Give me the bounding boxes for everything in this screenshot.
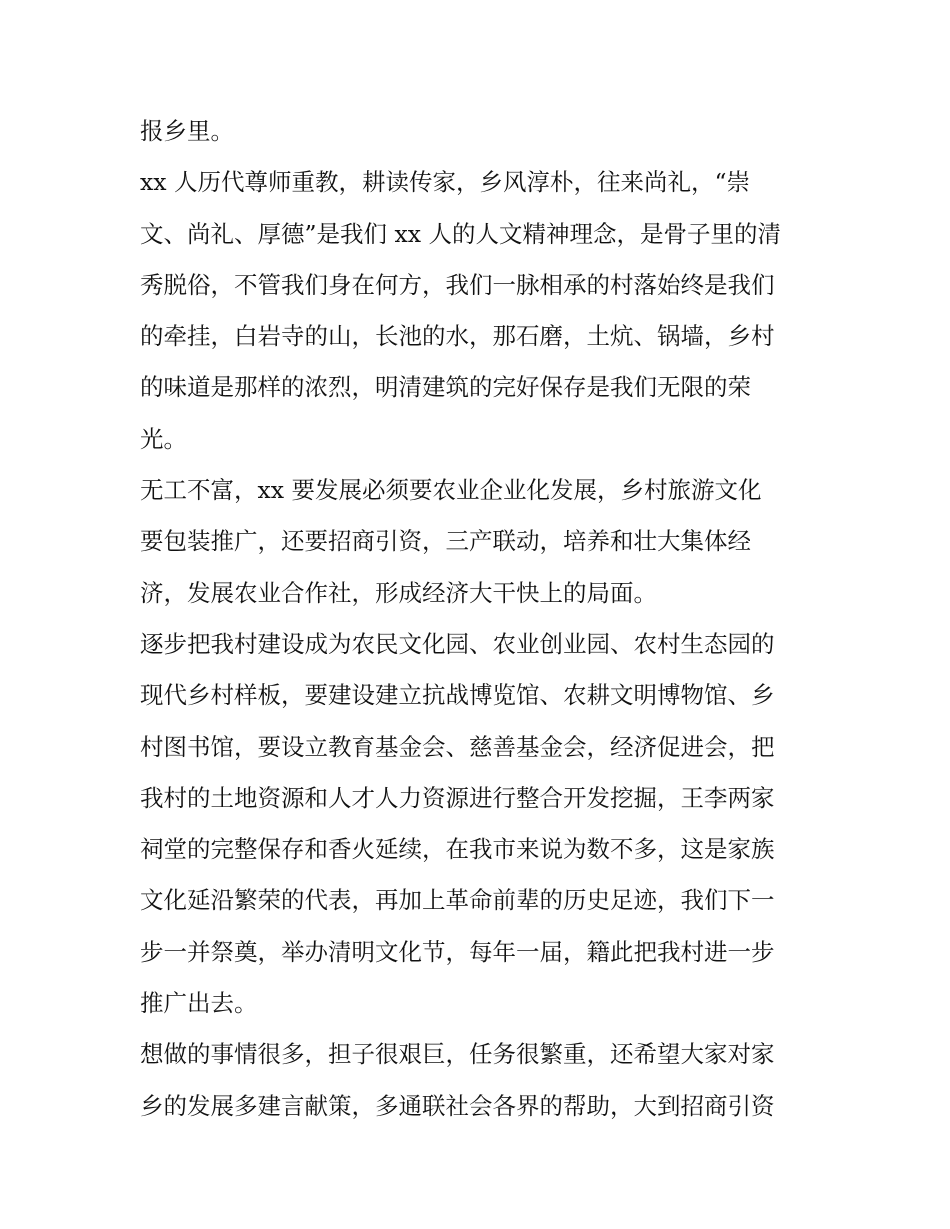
- text-line: 推广出去。: [140, 989, 258, 1018]
- text-line: 文化延沿繁荣的代表，再加上革命前辈的历史足迹，我们下一: [140, 886, 775, 915]
- text-line: 想做的事情很多，担子很艰巨，任务很繁重，还希望大家对家: [140, 1040, 775, 1069]
- text-line: 现代乡村样板，要建设建立抗战博览馆、农耕文明博物馆、乡: [140, 681, 775, 710]
- text-line: 我村的土地资源和人才人力资源进行整合开发挖掘，王李两家: [140, 783, 775, 812]
- text-line: 无工不富，xx 要发展必须要农业企业化发展，乡村旅游文化: [140, 476, 762, 505]
- text-line: 祠堂的完整保存和香火延续，在我市来说为数不多，这是家族: [140, 835, 775, 864]
- text-line: 报乡里。: [140, 117, 234, 145]
- text-line: 秀脱俗，不管我们身在何方，我们一脉相承的村落始终是我们: [140, 270, 775, 299]
- text-line: 村图书馆，要设立教育基金会、慈善基金会，经济促进会，把: [140, 732, 775, 761]
- text-line: 步一并祭奠，举办清明文化节，每年一届，籍此把我村进一步: [140, 937, 775, 966]
- text-line: 济，发展农业合作社，形成经济大干快上的局面。: [140, 578, 657, 607]
- text-line: 逐步把我村建设成为农民文化园、农业创业园、农村生态园的: [140, 629, 775, 658]
- text-line: 光。: [140, 424, 187, 453]
- text-line: xx 人历代尊师重教，耕读传家，乡风淳朴，往来尚礼，“崇: [140, 168, 750, 197]
- text-line: 乡的发展多建言献策，多通联社会各界的帮助，大到招商引资: [140, 1091, 775, 1120]
- text-line: 的味道是那样的浓烈，明清建筑的完好保存是我们无限的荣: [140, 373, 751, 402]
- document-body: [140, 106, 820, 1132]
- text-line: 要包装推广，还要招商引资，三产联动，培养和壮大集体经: [140, 527, 751, 556]
- text-line: 的牵挂，白岩寺的山，长池的水，那石磨，土炕、锅墙，乡村: [140, 322, 775, 351]
- text-line: 文、尚礼、厚德”是我们 xx 人的人文精神理念，是骨子里的清: [140, 219, 781, 248]
